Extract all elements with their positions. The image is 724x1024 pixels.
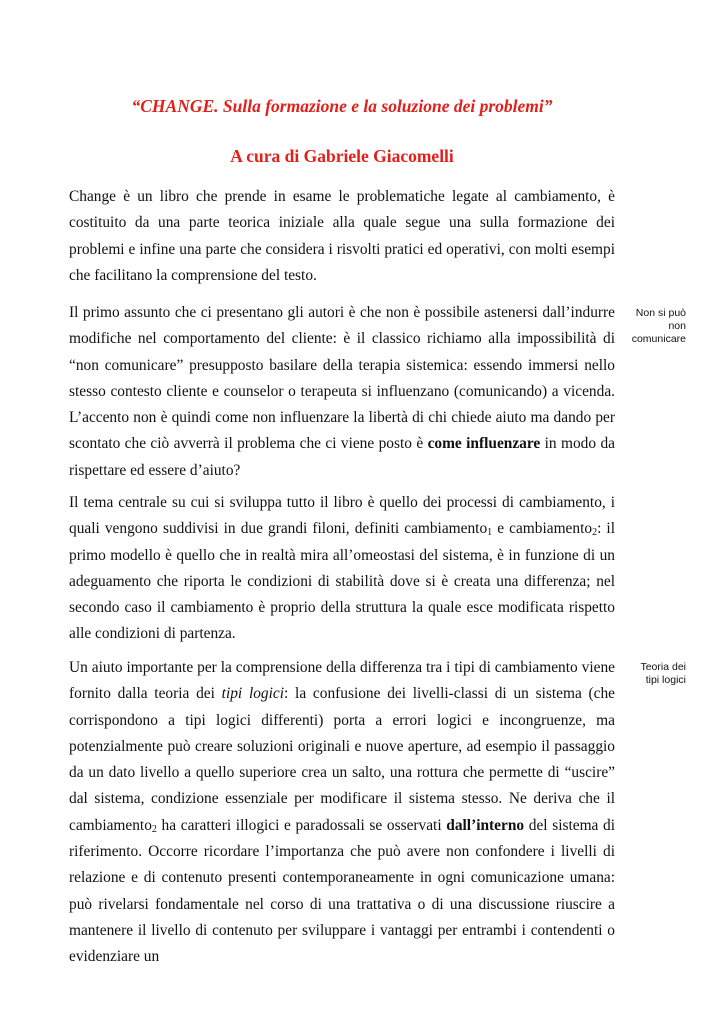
document-subtitle: A cura di Gabriele Giacomelli [230, 146, 454, 166]
paragraph-change-types [69, 490, 615, 648]
paragraph-logical-types [69, 655, 615, 971]
paragraph-intro: Change è un libro che prende in esame le problematiche legate al cambiamento, è costituito da una parte teorica iniziale alla quale segue una sulla formazione dei problemi e infine una parte che considera i risvolti pratici ed operativi, con molti esempi che facilitano la comprensione del testo. [69, 188, 615, 284]
margin-note-line: comunicare [631, 333, 686, 345]
paragraph-text: Un aiuto importante per la comprensione della differenza tra i tipi di cambiamento viene fornito dalla teoria dei [69, 659, 615, 703]
paragraph-text: Il tema centrale su cui si sviluppa tutto il libro è quello dei processi di cambiamento, i quali vengono suddivisi in due grandi filoni, definiti cambiamento [69, 494, 615, 538]
margin-note-line: tipi logici [645, 674, 686, 686]
subscript: 1 [487, 527, 493, 539]
paragraph-text: ha caratteri illogici e paradossali se osservati [156, 816, 447, 834]
paragraph-text: : la confusione dei livelli-classi di un sistema (che corrispondono a tipi logici differenti) porta a errori logici e incongruenze, ma potenzialmente può creare soluzioni originali e nuove aperture, ad esempio il passaggio da un dato livello a quello superiore crea un salto, una rottura che permette di “uscire” dal sistema, condizione essenziale per modificare il sistema stesso. Ne deriva che il cambiamento [69, 685, 616, 834]
paragraph-text: Il primo assunto che ci presentano gli autori è che non è possibile astenersi dall’indurre modifiche nel comportamento del cliente: è il classico richiamo alla impossibilità di “non comunicare” presupposto basilare della terapia sistemica: essendo immersi nello stesso contesto cliente e counselor o terapeuta si influenzano (comunicando) a vicenda. L’accento non è quindi come non influenzare la libertà di chi chiede aiuto ma dando per scontato che ciò avverrà il problema che ci viene posto è [69, 304, 615, 453]
document-title: “CHANGE. Sulla formazione e la soluzione dei problemi” [131, 96, 553, 116]
bold-text: come influenzare [427, 435, 541, 453]
margin-note-line: Teoria dei [640, 661, 686, 673]
subscript: 2 [592, 527, 598, 539]
margin-note-line: non [668, 320, 686, 332]
paragraph-text: e cambiamento [492, 520, 593, 538]
bold-text: dall’interno [446, 816, 525, 834]
italic-text: tipi logici [221, 685, 285, 703]
paragraph-text: in modo da rispettare ed essere d’aiuto? [69, 435, 615, 479]
margin-note-logical-types [586, 661, 686, 687]
margin-note-line: Non si può [635, 307, 686, 319]
margin-note-communication [586, 307, 686, 346]
paragraph-influence [69, 300, 615, 484]
paragraph-text: : il primo modello è quello che in realtà mira all’omeostasi del sistema, è in funzione di un adeguamento che riporta le condizioni di stabilità dove si è creata una differenza; nel secondo caso il cambiamento è proprio della struttura la quale esce modificata rispetto alle condizioni di partenza. [69, 520, 615, 643]
subscript: 2 [151, 823, 157, 835]
paragraph-text: del sistema di riferimento. Occorre ricordare l’importanza che può avere non confondere i livelli di relazione e di contenuto presenti contemporaneamente in ogni comunicazione umana: può rivelarsi fondamentale nel corso di una trattativa o di una discussione riuscire a mantenere il livello di contenuto per sviluppare i vantaggi per entrambi i contendenti o evidenziare un [69, 816, 615, 966]
